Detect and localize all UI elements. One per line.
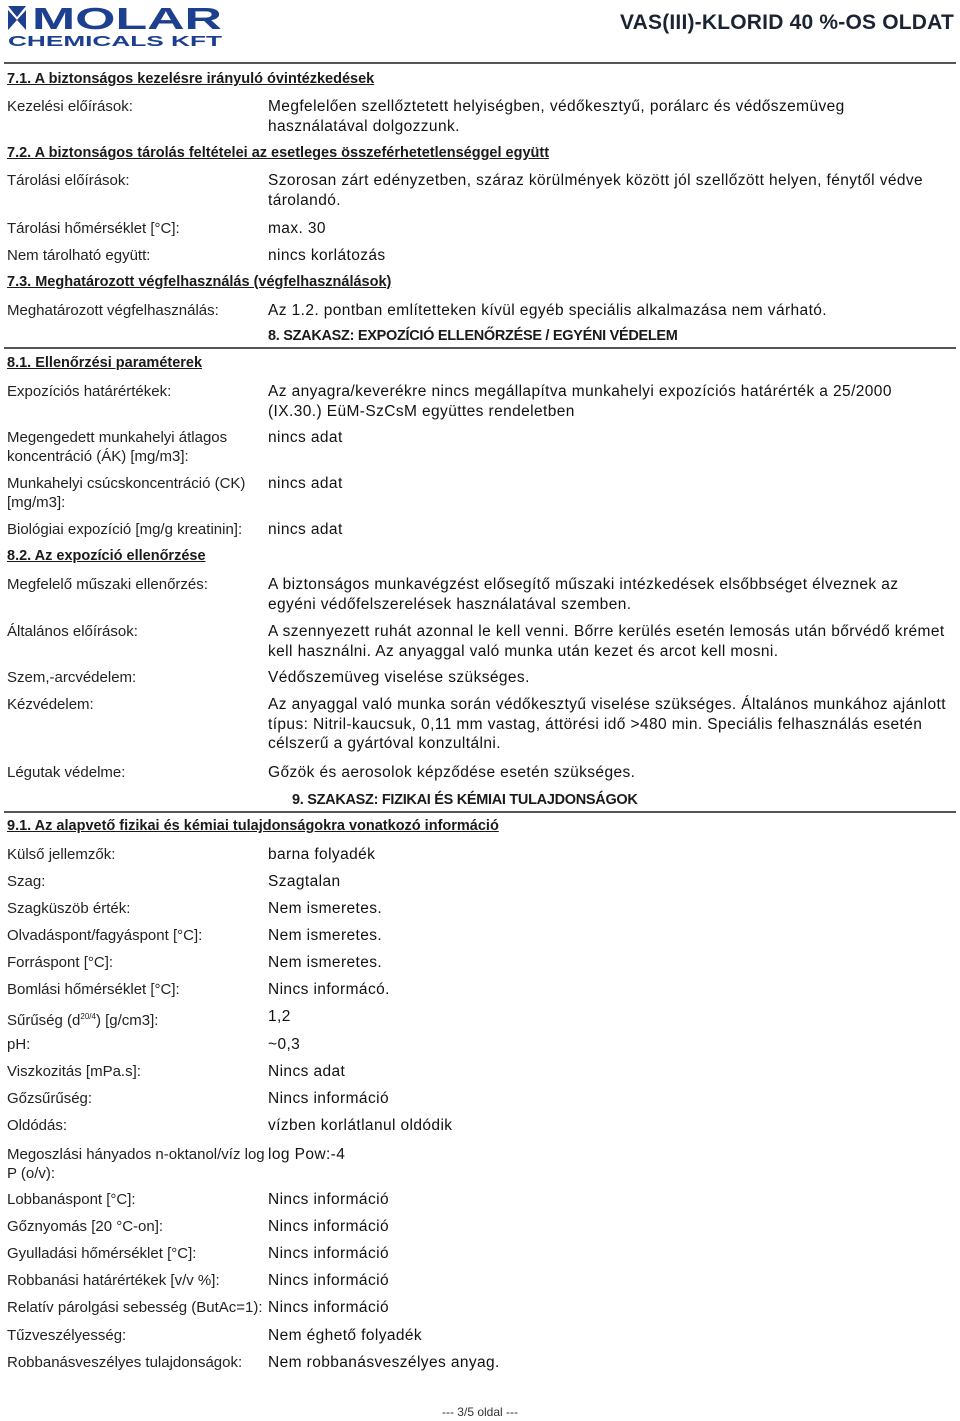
property-label: Tűzveszélyesség: — [7, 1327, 127, 1344]
property-value: barna folyadék — [268, 846, 376, 863]
property-value: Nincs információ — [268, 1272, 389, 1289]
handling-label: Kezelési előírások: — [7, 98, 133, 115]
property-value: ~0,3 — [268, 1036, 301, 1053]
exposure-limits-label: Expozíciós határértékek: — [7, 383, 172, 400]
storage-value: Szorosan zárt edényzetben, száraz körülmények között jól szellőzött helyen, fénytől védve tárolandó. — [268, 172, 924, 209]
property-value: Nincs információ — [268, 1299, 389, 1316]
biological-exposure-value: nincs adat — [268, 521, 343, 538]
subsection-7-3-title: 7.3. Meghatározott végfelhasználás (végfelhasználások) — [7, 274, 392, 290]
respiratory-protection-label: Légutak védelme: — [7, 764, 126, 781]
property-label: pH: — [7, 1036, 31, 1053]
property-value: 1,2 — [268, 1008, 291, 1025]
exposure-limits-value: Az anyagra/keverékre nincs megállapítva munkahelyi expozíciós határérték a 25/2000 (IX.30.) EüM-SzCsM együttes rendeletben — [268, 383, 892, 420]
property-label: Viszkozitás [mPa.s]: — [7, 1063, 141, 1080]
property-label: Gőzsűrűség: — [7, 1090, 93, 1107]
svg-text:CHEMICALS KFT: CHEMICALS KFT — [8, 33, 222, 48]
hand-protection-label: Kézvédelem: — [7, 696, 94, 713]
storage-temp-value: max. 30 — [268, 220, 326, 237]
enduse-value: Az 1.2. pontban említetteken kívül egyéb speciális alkalmazása nem várható. — [268, 302, 828, 319]
header-divider — [4, 62, 956, 64]
property-label: Lobbanáspont [°C]: — [7, 1191, 136, 1208]
incompatible-value: nincs korlátozás — [268, 247, 386, 264]
property-value: Nem robbanásveszélyes anyag. — [268, 1354, 500, 1371]
enduse-label: Meghatározott végfelhasználás: — [7, 302, 219, 319]
engineering-controls-label: Megfelelő műszaki ellenőrzés: — [7, 576, 208, 593]
property-label: Bomlási hőmérséklet [°C]: — [7, 981, 180, 998]
property-label: Sűrűség $(d^{20/4})$ [g/cm3]: — [7, 1012, 159, 1029]
page-footer: --- 3/5 oldal --- — [441, 1405, 518, 1419]
ck-value: nincs adat — [268, 475, 343, 492]
document-title: VAS(III)-KLORID 40 %-OS OLDAT — [619, 11, 954, 34]
section-9-banner: 9. SZAKASZ: FIZIKAI ÉS KÉMIAI TULAJDONSÁGOK — [292, 792, 638, 808]
property-label: Gyulladási hőmérséklet [°C]: — [7, 1245, 197, 1262]
section-9-divider — [4, 811, 956, 813]
property-label: Gőznyomás [20 °C-on]: — [7, 1218, 164, 1235]
property-value: Nincs informácó. — [268, 981, 390, 998]
property-value: log Pow:-4 — [268, 1146, 346, 1163]
handling-value: Megfelelően szellőztetett helyiségben, védőkesztyű, porálarc és védőszemüveg használatával dolgozzunk. — [268, 98, 845, 135]
subsection-9-1-title: 9.1. Az alapvető fizikai és kémiai tulajdonságokra vonatkozó információ — [7, 818, 499, 834]
property-value: Szagtalan — [268, 873, 341, 890]
svg-text:MOLAR: MOLAR — [32, 2, 222, 36]
section-8-banner: 8. SZAKASZ: EXPOZÍCIÓ ELLENŐRZÉSE / EGYÉNI VÉDELEM — [268, 328, 678, 344]
property-value: Nem ismeretes. — [268, 927, 383, 944]
ak-label: Megengedett munkahelyi átlagos koncentráció (ÁK) [mg/m3]: — [7, 429, 228, 465]
property-label: Forráspont [°C]: — [7, 954, 114, 971]
general-rules-value: A szennyezett ruhát azonnal le kell venni. Bőrre kerülés esetén lemosás után bőrvédő krémet kell használni. Az anyaggal való munka után kezet és arcot kell mosni. — [268, 623, 945, 660]
property-label: Robbanási határértékek [v/v %]: — [7, 1272, 220, 1289]
subsection-8-2-title: 8.2. Az expozíció ellenőrzése — [7, 548, 206, 564]
subsection-8-1-title: 8.1. Ellenőrzési paraméterek — [7, 355, 203, 371]
property-value: Nincs információ — [268, 1191, 389, 1208]
section-8-divider — [4, 347, 956, 349]
molar-chemicals-logo — [6, 2, 228, 48]
property-value: Nincs információ — [268, 1245, 389, 1262]
property-value: Nem éghető folyadék — [268, 1327, 423, 1344]
property-label: Szag: — [7, 873, 46, 890]
property-label: Olvadáspont/fagyáspont [°C]: — [7, 927, 203, 944]
property-value: Nem ismeretes. — [268, 900, 383, 917]
property-label: Oldódás: — [7, 1117, 68, 1134]
biological-exposure-label: Biológiai expozíció [mg/g kreatinin]: — [7, 521, 243, 538]
eye-protection-value: Védőszemüveg viselése szükséges. — [268, 669, 530, 686]
incompatible-label: Nem tárolható együtt: — [7, 247, 151, 264]
property-label: Szagküszöb érték: — [7, 900, 131, 917]
engineering-controls-value: A biztonságos munkavégzést elősegítő műszaki intézkedések elsőbbséget élveznek az egyéni védőfelszerelések használatával szemben. — [268, 576, 899, 613]
property-label: Külső jellemzők: — [7, 846, 116, 863]
subsection-7-2-title: 7.2. A biztonságos tárolás feltételei az esetleges összeférhetetlenséggel együtt — [7, 145, 550, 161]
eye-protection-label: Szem,-arcvédelem: — [7, 669, 137, 686]
storage-label: Tárolási előírások: — [7, 172, 130, 189]
property-label: Relatív párolgási sebesség (ButAc=1): — [7, 1299, 263, 1316]
property-value: Nincs információ — [268, 1090, 389, 1107]
hand-protection-value: Az anyaggal való munka során védőkesztyű viselése szükséges. Általános munkához ajánlott típus: Nitril-kaucsuk, 0,11 mm vastag, áttörési idő >480 min. Speciális felhasználás esetén célszerű a gyártóval konzultálni. — [268, 696, 946, 752]
property-value: vízben korlátlanul oldódik — [268, 1117, 453, 1134]
subsection-7-1-title: 7.1. A biztonságos kezelésre irányuló óvintézkedések — [7, 71, 375, 87]
respiratory-protection-value: Gőzök és aerosolok képződése esetén szükséges. — [268, 764, 636, 781]
property-label: Robbanásveszélyes tulajdonságok: — [7, 1354, 243, 1371]
ck-label: Munkahelyi csúcskoncentráció (CK) [mg/m3]: — [7, 475, 246, 511]
page-header — [0, 0, 960, 62]
ak-value: nincs adat — [268, 429, 343, 446]
storage-temp-label: Tárolási hőmérséklet [°C]: — [7, 220, 180, 237]
property-label: Megoszlási hányados n-oktanol/víz log P (o/v): — [7, 1146, 265, 1182]
property-value: Nincs információ — [268, 1218, 389, 1235]
property-value: Nem ismeretes. — [268, 954, 383, 971]
property-value: Nincs adat — [268, 1063, 346, 1080]
general-rules-label: Általános előírások: — [7, 623, 138, 640]
